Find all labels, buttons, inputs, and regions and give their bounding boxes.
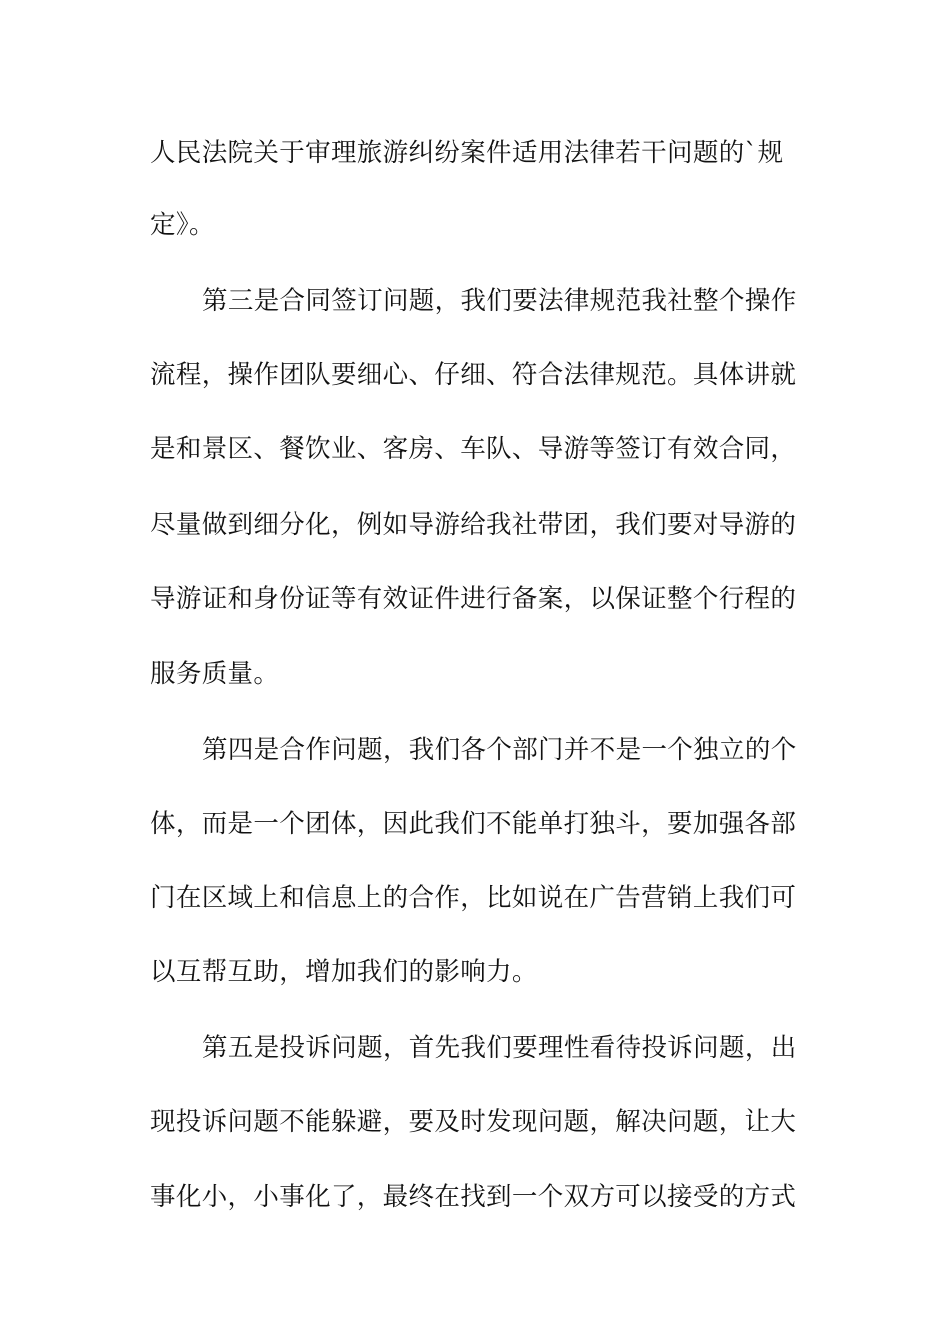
text-line: 尽量做到细分化，例如导游给我社带团，我们要对导游的 [150,510,797,540]
text-line: 门在区域上和信息上的合作，比如说在广告营销上我们可 [150,883,797,913]
text-line: 现投诉问题不能躲避，要及时发现问题，解决问题，让大 [150,1107,797,1137]
paragraph-start-line: 第四是合作问题，我们各个部门并不是一个独立的个 [202,735,797,765]
paragraph-start-line: 第三是合同签订问题，我们要法律规范我社整个操作 [202,286,797,316]
text-line: 是和景区、餐饮业、客房、车队、导游等签订有效合同， [150,434,797,464]
paragraph-start-line: 第五是投诉问题，首先我们要理性看待投诉问题，出 [202,1033,797,1063]
text-line: 导游证和身份证等有效证件进行备案，以保证整个行程的 [150,584,797,614]
text-line: 事化小，小事化了，最终在找到一个双方可以接受的方式 [150,1182,797,1212]
text-line: 定》。 [150,210,215,240]
text-line: 人民法院关于审理旅游纠纷案件适用法律若干问题的`规 [150,138,784,168]
text-line: 流程，操作团队要细心、仔细、符合法律规范。具体讲就 [150,360,797,390]
text-line: 以互帮互助，增加我们的影响力。 [150,957,538,987]
text-line: 服务质量。 [150,659,280,689]
text-line: 体，而是一个团体，因此我们不能单打独斗，要加强各部 [150,809,797,839]
